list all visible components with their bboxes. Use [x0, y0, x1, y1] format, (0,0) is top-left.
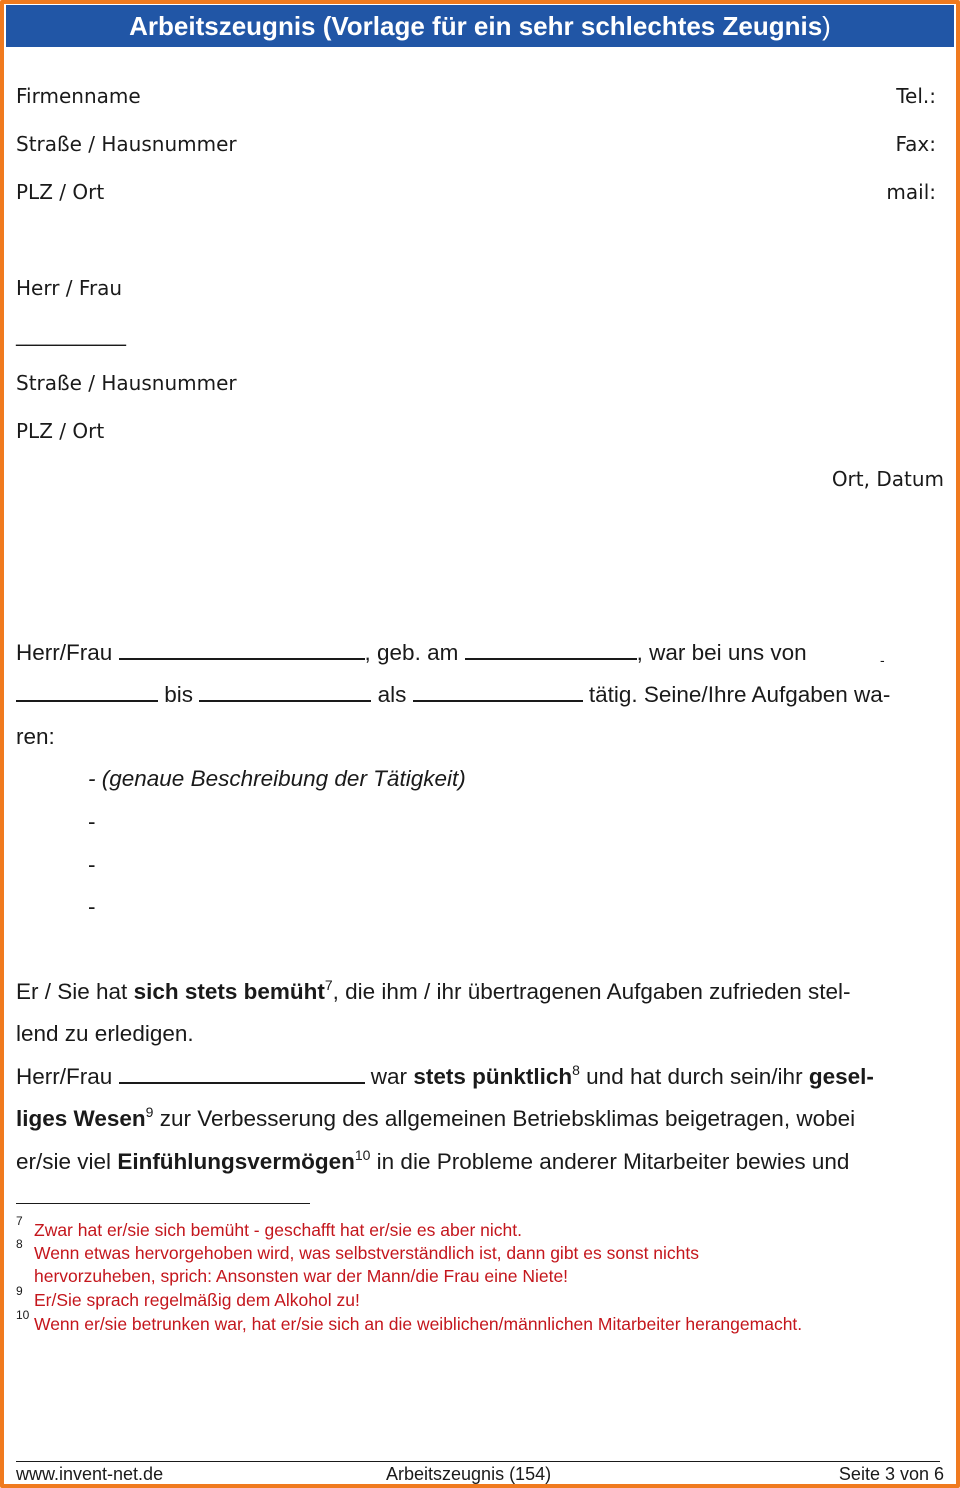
intro-herr-frau: Herr/Frau	[16, 640, 113, 665]
recipient-street: Straße / Hausnummer	[16, 371, 237, 395]
intro-taetig: tätig. Seine/Ihre Aufgaben wa-	[588, 682, 891, 707]
task-item: -	[88, 894, 96, 919]
recipient-name-blank: ___________	[16, 322, 126, 346]
intro-geb-am: , geb. am	[364, 640, 459, 665]
paragraph-2-line-2	[16, 1106, 855, 1132]
footnote-ref-9: 9	[145, 1104, 154, 1120]
paragraph-2-mid-1: und hat durch sein/ihr	[586, 1064, 803, 1089]
footer-document: Arbeitszeugnis (154)	[386, 1464, 552, 1484]
intro-als: als	[377, 682, 407, 707]
sender-street: Straße / Hausnummer	[16, 132, 237, 156]
paragraph-2-line-1	[16, 1064, 874, 1090]
footnote-number: 8	[16, 1237, 23, 1251]
name-field-line-2	[119, 1064, 365, 1084]
document-title-closing: )	[822, 11, 831, 41]
task-item: -	[88, 809, 96, 834]
footnote-number: 9	[16, 1284, 23, 1298]
footer-separator	[16, 1461, 940, 1462]
from-date-field-line	[16, 682, 158, 702]
place-date: Ort, Datum	[831, 467, 944, 491]
paragraph-2-herr-frau: Herr/Frau	[16, 1064, 113, 1089]
footnote-text: Zwar hat er/sie sich bemüht - geschafft hat er/sie es aber nicht.	[34, 1220, 522, 1240]
recipient-salutation: Herr / Frau	[16, 276, 123, 300]
intro-bis: bis	[164, 682, 194, 707]
paragraph-1-bold: sich stets bemüht	[133, 979, 325, 1004]
paragraph-1-pre: Er / Sie hat	[16, 979, 134, 1004]
sender-tel: Tel.:	[896, 84, 936, 108]
intro-ren: ren:	[16, 724, 55, 749]
paragraph-2-bold-sociable-a: gesel-	[808, 1064, 874, 1089]
intro-line-1	[16, 640, 807, 666]
paragraph-2-mid-2: zur Verbesserung des allgemeinen Betriebsklimas beigetragen, wobei	[159, 1106, 856, 1131]
to-date-field-line	[199, 682, 371, 702]
recipient-city: PLZ / Ort	[16, 419, 105, 443]
footnote-ref-8: 8	[572, 1062, 580, 1078]
paragraph-2-pre-3: er/sie viel	[16, 1149, 112, 1174]
intro-line-2	[16, 682, 890, 708]
sender-company: Firmenname	[16, 84, 141, 108]
footnote-text: hervorzuheben, sprich: Ansonsten war der Mann/die Frau eine Niete!	[34, 1266, 569, 1286]
footnote-text: Wenn er/sie betrunken war, hat er/sie sich an die weiblichen/männlichen Mitarbeiter herangemacht.	[34, 1314, 803, 1334]
footnote-number: 10	[16, 1308, 30, 1322]
footnote-separator	[16, 1203, 310, 1204]
paragraph-2-war: war	[370, 1064, 408, 1089]
footnote-ref-10: 10	[354, 1147, 371, 1163]
position-field-line	[413, 682, 583, 702]
paragraph-1-line-1	[16, 979, 850, 1005]
paragraph-2-line-3	[16, 1149, 849, 1175]
footer-website: www.invent-net.de	[16, 1464, 164, 1484]
footnote-ref-7: 7	[324, 977, 333, 993]
sender-mail: mail:	[886, 180, 936, 204]
paragraph-1-post: , die ihm / ihr übertragenen Aufgaben zufrieden stel-	[332, 979, 851, 1004]
paragraph-2-post-3: in die Probleme anderer Mitarbeiter bewies und	[376, 1149, 850, 1174]
footer-page-number: Seite 3 von 6	[838, 1464, 944, 1484]
paragraph-2-bold-punctual: stets pünktlich	[413, 1064, 573, 1089]
intro-war-bei-uns-von: , war bei uns von	[636, 640, 807, 665]
paragraph-2-bold-sociable-b: liges Wesen	[16, 1106, 146, 1131]
paragraph-1-line-2: lend zu erledigen.	[16, 1021, 194, 1046]
name-field-line	[119, 640, 365, 660]
sender-city: PLZ / Ort	[16, 180, 105, 204]
paragraph-2-bold-empathy: Einfühlungsvermögen	[117, 1149, 355, 1174]
document-title: Arbeitszeugnis (Vorlage für ein sehr schlechtes Zeugnis	[129, 11, 823, 41]
task-item: -	[88, 852, 96, 877]
sender-fax: Fax:	[895, 132, 936, 156]
birthdate-field-line	[465, 640, 637, 660]
footnote-number: 7	[16, 1214, 23, 1228]
task-item: - (genaue Beschreibung der Tätigkeit)	[88, 766, 466, 791]
footnote-text: Er/Sie sprach regelmäßig dem Alkohol zu!	[34, 1290, 360, 1310]
footnote-text: Wenn etwas hervorgehoben wird, was selbstverständlich ist, dann gibt es sonst nichts	[34, 1243, 700, 1263]
document-title-bar	[6, 5, 954, 47]
intro-dash: -	[880, 652, 885, 668]
